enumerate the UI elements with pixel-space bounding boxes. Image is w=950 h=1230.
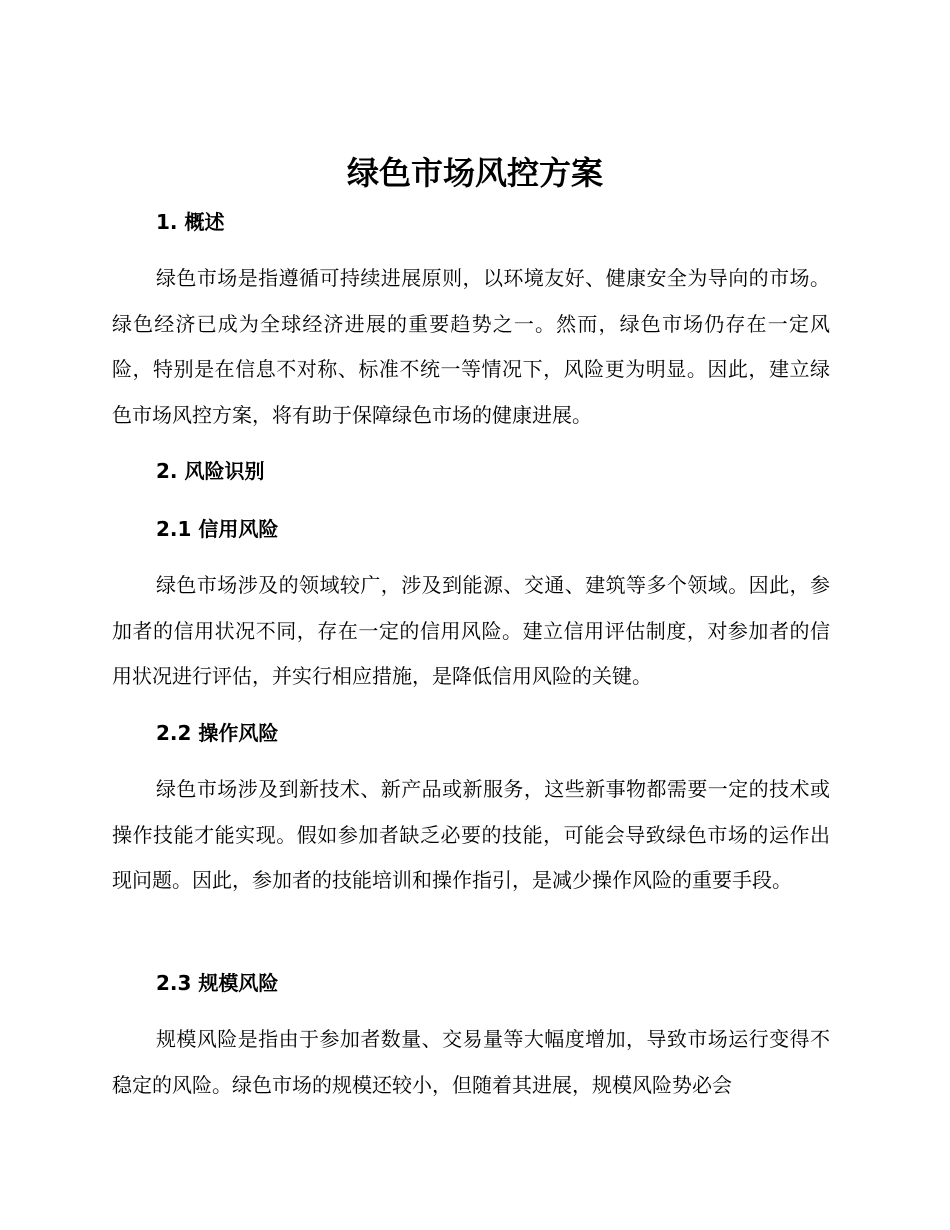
section-heading-overview: 1. 概述 <box>156 210 225 234</box>
document-title: 绿色市场风控方案 <box>346 154 603 192</box>
section-body-scale-risk: 规模风险是指由于参加者数量、交易量等大幅度增加，导致市场运行变得不稳定的风险。绿色市场的规模还较小，但随着其进展，规模风险势必会 <box>112 1027 830 1097</box>
section-body-overview: 绿色市场是指遵循可持续进展原则，以环境友好、健康安全为导向的市场。绿色经济已成为全球经济进展的重要趋势之一。然而，绿色市场仍存在一定风险，特别是在信息不对称、标准不统一等情况下，风险更为明显。因此，建立绿色市场风控方案，将有助于保障绿色市场的健康进展。 <box>112 266 830 427</box>
section-heading-scale-risk: 2.3 规模风险 <box>156 971 279 995</box>
section-heading-risk-identification: 2. 风险识别 <box>156 459 265 483</box>
section-body-operational-risk: 绿色市场涉及到新技术、新产品或新服务，这些新事物都需要一定的技术或操作技能才能实现。假如参加者缺乏必要的技能，可能会导致绿色市场的运作出现问题。因此，参加者的技能培训和操作指引，是减少操作风险的重要手段。 <box>112 777 830 892</box>
section-heading-operational-risk: 2.2 操作风险 <box>156 721 279 745</box>
section-body-credit-risk: 绿色市场涉及的领域较广，涉及到能源、交通、建筑等多个领域。因此，参加者的信用状况不同，存在一定的信用风险。建立信用评估制度，对参加者的信用状况进行评估，并实行相应措施，是降低信用风险的关键。 <box>112 573 830 688</box>
section-heading-credit-risk: 2.1 信用风险 <box>156 517 279 541</box>
